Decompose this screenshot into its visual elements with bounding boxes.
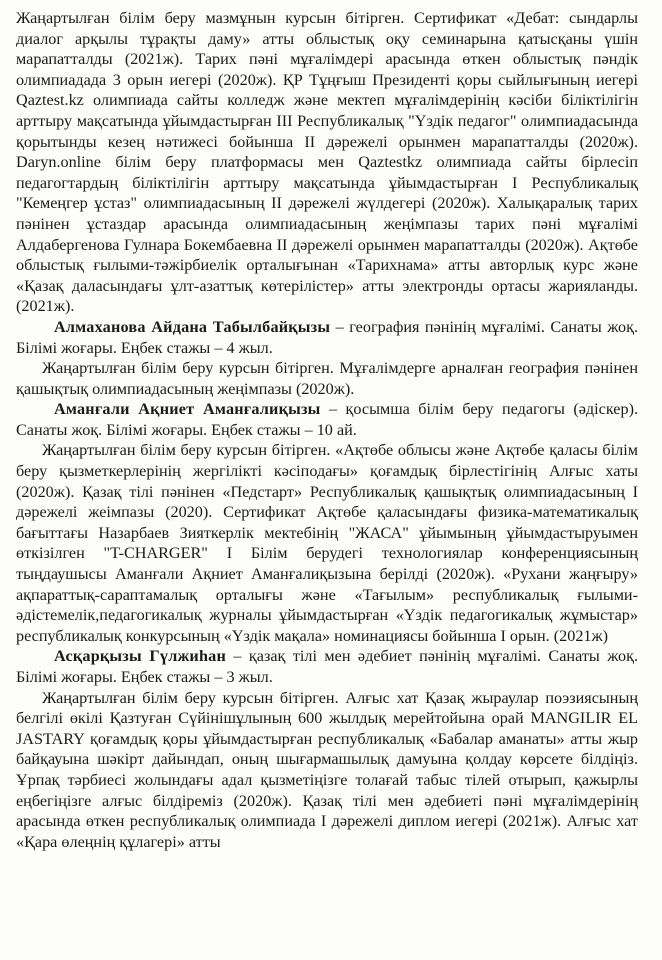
teacher-info: – қосымша білім беру педагогы (әдіскер). Санаты жоқ. Білімі жоғары. Еңбек стажы – 10 ай. (16, 400, 639, 439)
paragraph-teacher-amangali (16, 399, 638, 440)
paragraph-askarkyzy-awards (16, 688, 638, 853)
document-body (16, 8, 638, 852)
paragraph-text: Жаңартылған білім беру курсын бітірген. Мұғалімдерге арналған география пәнінен қашықтық олимпиадасының жеңімпазы (2020ж). (16, 359, 638, 398)
teacher-name: Алмаханова Айдана Табылбайқызы (54, 317, 331, 336)
paragraph-almakhanova-awards (16, 358, 638, 399)
teacher-info: – география пәнінің мұғалімі. Санаты жоқ. Білімі жоғары. Еңбек стажы – 4 жыл. (16, 317, 638, 357)
paragraph-text: Жаңартылған білім беру курсын бітірген. «Ақтөбе облысы және Ақтөбе қаласы білім беру қызметкерлерінің жергілікті кәсіподағы» қоғамдық бірлестігінің Алғыс хаты (2020ж). Қазақ тілі пәнінен «Педстарт» Республикалық қашықтық олимпиадасының І дәрежелі жеімпазы (2020). Сертификат Ақтөбе қаласындағы физика-математикалық бағыттағы Назарбаев Зияткерлік мектебінің "ЖАСА" ұйымының ұйымдастыруымен өткізілген "T-CHARGER" І Білім берудегі технологиялар конференциясының тыңдаушысы Аманғали Ақниет Аманғалиқызына берілді (2020ж). «Рухани жаңғыру» ақпараттық-сараптамалық орталығы және «Тағылым» республикалық ғылыми-әдістемелік,педагогикалық журналы ұйымдастырған «Үздік педагогикалық жұмыстар» республикалық конкурсының «Үздік мақала» номинациясы бойынша І орын. (2021ж) (16, 441, 638, 645)
paragraph-text: Жаңартылған білім беру мазмұнын курсын бітірген. Сертификат «Дебат: сындарлы диалог арқылы тұрақты даму» атты облыстық оқу семинарына қатысқаны үшін марапатталды (2021ж). Тарих пәні мұғалімдері арасында өткен облыстық пәндік олимпиадада 3 орын иегері (2020ж). ҚР Тұңғыш Президенті қоры сыйлығының иегері Qaztest.kz олимпиада сайты колледж және мектеп мұғалімдерінің кәсіби біліктілігін арттыру мақсатында ұйымдастырған ІІІ Республикалық "Үздік педагог" олимпиадасында қорытынды кезең нәтижесі бойынша ІІ дәрежелі орынмен марапатталды (2020ж). Daryn.online білім беру платформасы мен Qaztestkz олимпиада сайты бірлесіп педагогтардың біліктілігін арттыру мақсатында ұйымдастырған І Республикалық "Кемеңгер ұстаз" олимпиадасының ІІ дәрежелі жүлдегері (2020ж). Халықаралық тарих пәнінен ұстаздар арасында олимпиадасының жеңімпазы тарих пәні мұғалімі Алдабергенова Гулнара Бокембаевна ІІ дәрежелі орынмен марапатталды (2020ж). Ақтөбе облыстық ғылыми-тәжірбиелік орталығынан «Тарихнама» атты авторлық курс және «Қазақ даласындағы ұлт-азаттық көтерілістер» атты электронды ортасы жарияланды. (2021ж). (16, 9, 638, 316)
paragraph-teacher-askarkyzy (16, 646, 638, 687)
teacher-info: – қазақ тілі мен әдебиет пәнінің мұғалімі. Санаты жоқ. Білімі жоғары. Еңбек стажы – 3 жыл. (16, 647, 639, 686)
paragraph-awards-continuation (16, 8, 638, 317)
paragraph-teacher-almakhanova (16, 317, 638, 358)
teacher-name: Асқарқызы Гүлжиһан (54, 647, 226, 666)
paragraph-text: Жаңартылған білім беру курсын бітірген. Алғыс хат Қазақ жыраулар поэзиясының белгілі өкілі Қазтуған Сүйінішұлының 600 жылдық мерейтойына орай MANGILIR EL JASTARY қоғамдық қоры ұйымдастырған республикалық «Бабалар аманаты» атты жыр байқауына шәкірт дайындап, оның шығармашылық дамуына қолдау көрсете білдіңіз. Ұрпақ тәрбиесі жолындағы адал қызметіңізге толағай табыс тілей отырып, қажырлы еңбегіңізге алғыс білдіреміз (2020ж). Қазақ тілі мен әдебиеті пәні мұғалімдерінің арасында өткен республикалық олимпиада І дәрежелі диплом иегері (2021ж). Алғыс хат «Қара өлеңнің құлагері» атты (16, 688, 638, 851)
teacher-name: Аманғали Ақниет Аманғалиқызы (54, 400, 321, 419)
paragraph-amangali-awards (16, 440, 638, 646)
